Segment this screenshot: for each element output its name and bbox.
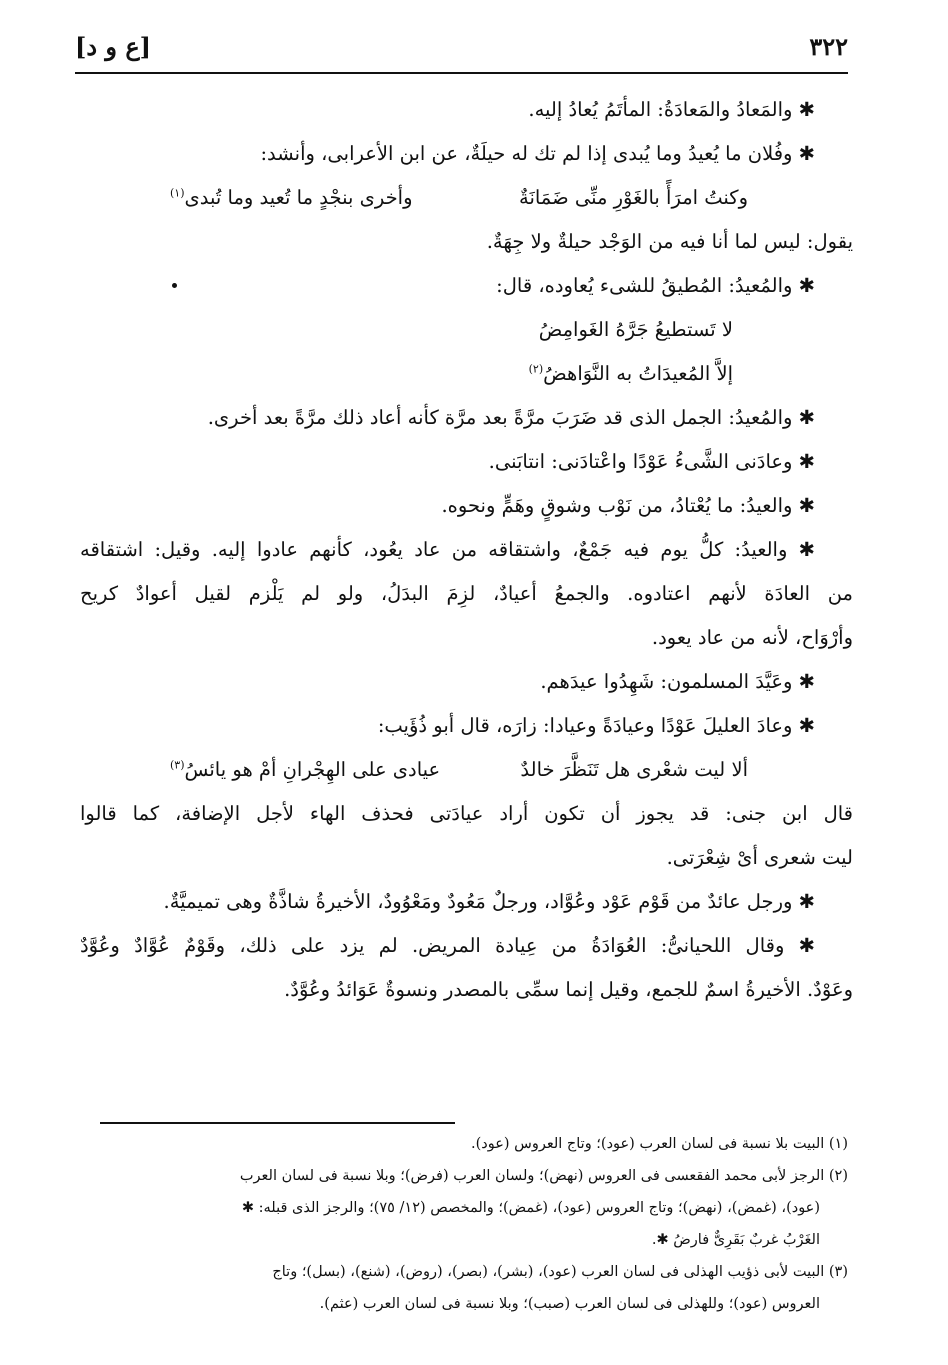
footnote-ref: (٣) [170, 758, 185, 772]
footnote: (٣) البيت لأبى ذؤيب الهذلى فى لسان العرب (عود)، (بشر)، (بصر)، (روض)، (شنع)، (بسل)؛ وتاج [272, 1264, 848, 1280]
text-line: ✱ والمُعيدُ: المُطيقُ للشىء يُعاوده، قال: [496, 274, 815, 297]
ink-speck [172, 283, 177, 288]
footnotes [85, 1128, 848, 1320]
footnote: العروس (عود)؛ وللهذلى فى لسان العرب (صبب)؛ وبلا نسبة فى لسان العرب (عثم). [319, 1296, 820, 1312]
footnote-ref: (٢) [528, 362, 544, 376]
rajaz-line: إلاَّ المُعيدَاتُ به النَّوَاهضُ$^{(٢)}$ [528, 362, 733, 385]
verse-hemistich: وأخرى بنجْدٍ ما تُعيد وما تُبدى$^{(١)}$ [170, 186, 413, 209]
verse-line [80, 176, 853, 220]
footnote: (١) البيت بلا نسبة فى لسان العرب (عود)؛ وتاج العروس (عود). [471, 1136, 848, 1152]
main-text [80, 88, 853, 1012]
verse-hemistich: وكنتُ امرَأً بالغَوْرِ منِّى ضَمَانَةٌ [518, 186, 748, 209]
rajaz-line: لا تَستطيعُ جَرَّهُ الغَوامِضُ [538, 318, 733, 341]
text-line: ✱ والمُعيدُ: الجمل الذى قد ضَرَبَ مرَّةً بعد مرَّة كأنه أعاد ذلك مرَّةً بعد أخرى. [207, 406, 815, 429]
text-line: ✱ وعادَ العليلَ عَوْدًا وعيادَةً وعيادا: زارَه، قال أبو ذُؤَيب: [377, 714, 815, 737]
text-line: وعَوْدٌ. الأخيرةُ اسمٌ للجمع، وقيل إنما سمِّى بالمصدر ونسوةٌ عَوَائدُ وعُوَّدٌ. [284, 978, 853, 1001]
verse-hemistich: عيادى على الهِجْرانِ أمْ هو يائسُ$^{(٣)}$ [170, 758, 441, 781]
text-line: من العادَة لأنهم اعتادوه. والجمعُ أعيادٌ، لزِمَ البدَلُ، ولو لم يَلْزم لقيل أعوادٌ كريح [80, 582, 853, 605]
text-line: ✱ وقال اللحيانىُّ: العُوَادَةُ من عِيادة المريض. لم يزد على ذلك، وقَوْمٌ عُوَّادٌ وعُوَّدٌ [80, 934, 815, 957]
text-line: ✱ والعيدُ: ما يُعْتادُ، من نَوْب وشوقٍ وهَمٍّ ونحوه. [441, 494, 815, 517]
text-line: ✱ وعادَنى الشَّىءُ عَوْدًا واعْتادَنى: انتابَنى. [488, 450, 815, 473]
text-line: ✱ وفُلان ما يُعيدُ وما يُبدى إذا لم تك له حيلَةٌ، عن ابن الأعرابى، وأنشد: [260, 142, 815, 165]
verse-line [80, 748, 853, 792]
text-line: ✱ والعيدُ: كلُّ يوم فيه جَمْعٌ، واشتقاقه من عاد يعُود، كأنهم عادوا إليه. وقيل: اشتقاقه [80, 538, 815, 561]
text-line: قال ابن جنى: قد يجوز أن تكون أراد عيادَتى فحذف الهاء لأجل الإضافة، كما قالوا [80, 802, 853, 825]
text-line: وأرْوَاح، لأنه من عاد يعود. [651, 626, 853, 649]
footnote: (٢) الرجز لأبى محمد الفقعسى فى العروس (نهض)؛ ولسان العرب (فرض)؛ وبلا نسبة فى لسان العرب [239, 1168, 848, 1184]
footnote: (عود)، (غمض)، (نهض)؛ وتاج العروس (عود)، (غمض)؛ والمخصص (١٢/ ٧٥)؛ والرجز الذى قبله: ✱ [241, 1200, 820, 1216]
text-line: ✱ وعَيَّدَ المسلمون: شَهِدُوا عيدَهم. [540, 670, 815, 693]
page-number: ٣٢٢ [809, 32, 848, 61]
footnote: الغَرْبُ غربٌ بَقَرِىٌّ فارضُ ✱. [651, 1232, 820, 1248]
verse-hemistich: ألا ليت شعْرى هل تَنَظَّرَ خالدٌ [520, 758, 748, 781]
footnote-ref: (١) [170, 186, 185, 200]
footnote-separator [100, 1122, 455, 1124]
text-line: ليت شعرى أىْ شِعْرَتى. [666, 846, 853, 869]
text-line: ✱ والمَعادُ والمَعادَةُ: المأتَمُ يُعادُ إليه. [528, 98, 815, 121]
text-line: يقول: ليس لما أنا فيه من الوَجْد حيلةٌ ولا جِهَةٌ. [486, 230, 853, 253]
root-letters: [ع و د] [75, 32, 152, 61]
text-line: ✱ ورجل عائدٌ من قَوْم عَوْد وعُوَّاد، ورجلٌ مَعُودٌ ومَعْوُودٌ، الأخيرةُ شاذَّةٌ وهى تميميَّةٌ. [163, 890, 815, 913]
page-header [75, 26, 848, 74]
